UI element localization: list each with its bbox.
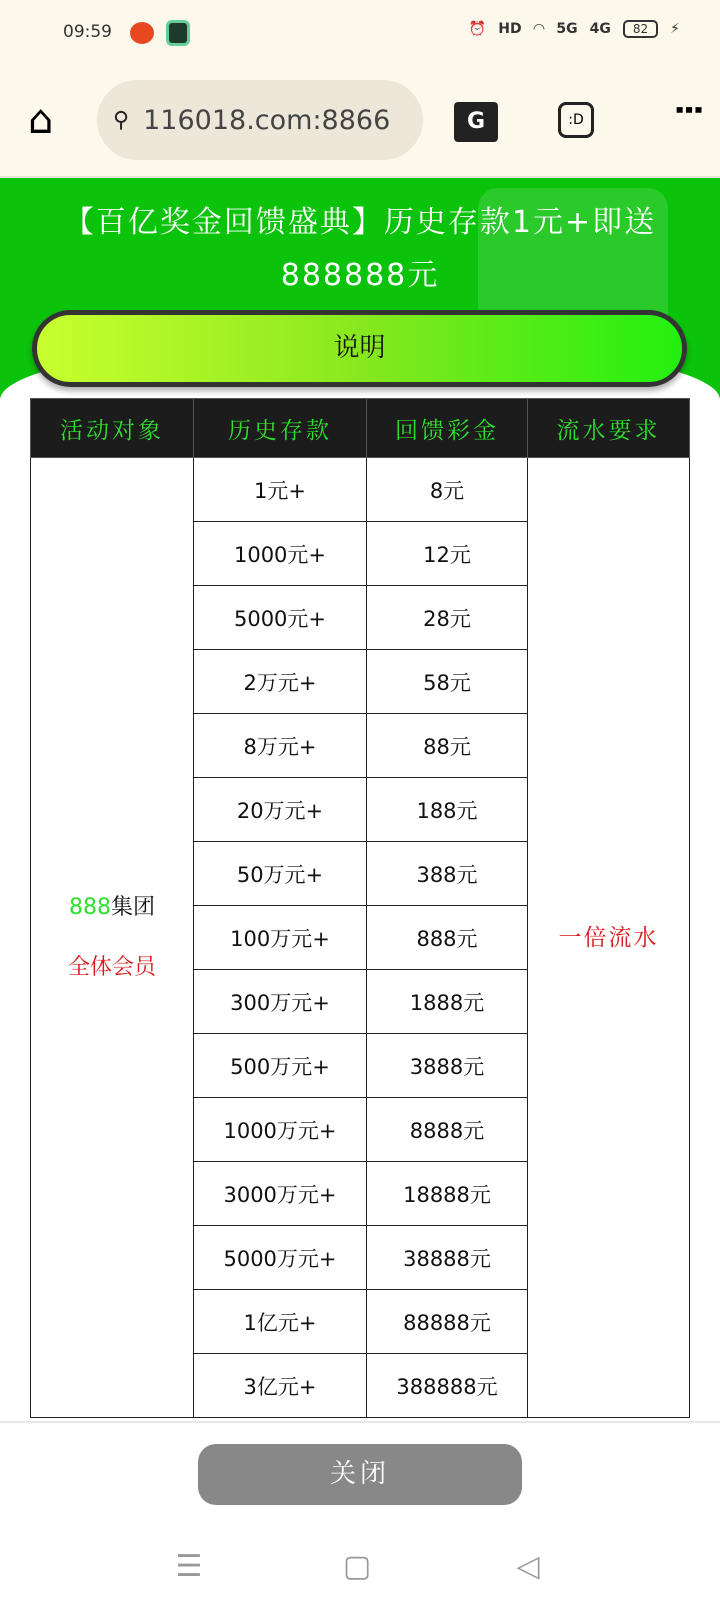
deposit-cell: 20万元+ [194, 778, 367, 842]
signal-4g-icon: 4G [589, 21, 611, 37]
footer [0, 1421, 720, 1612]
battery-icon: 82 [623, 20, 658, 38]
bonus-cell: 28元 [367, 586, 528, 650]
deposit-cell: 3亿元+ [194, 1354, 367, 1418]
home-nav-icon[interactable]: ▢ [342, 1549, 372, 1584]
deposit-cell: 2万元+ [194, 650, 367, 714]
bonus-cell: 88元 [367, 714, 528, 778]
bonus-cell: 3888元 [367, 1034, 528, 1098]
alarm-icon: ⏰ [468, 21, 487, 37]
bonus-cell: 8888元 [367, 1098, 528, 1162]
table-row [31, 458, 690, 522]
target-cell [31, 458, 194, 1418]
url-text: 116018.com:8866 [143, 104, 391, 136]
bonus-cell: 18888元 [367, 1162, 528, 1226]
charging-icon: ⚡ [670, 21, 680, 37]
deposit-cell: 8万元+ [194, 714, 367, 778]
bonus-cell: 1888元 [367, 970, 528, 1034]
requirement-cell: 一倍流水 [528, 458, 690, 1418]
deposit-cell: 5000元+ [194, 586, 367, 650]
group-name: 集团 [110, 894, 155, 920]
deposit-cell: 100万元+ [194, 906, 367, 970]
more-menu-icon[interactable]: ⋮ [670, 94, 708, 126]
site-settings-icon[interactable]: ⚲ [113, 107, 130, 133]
header-requirement: 流水要求 [528, 399, 690, 458]
close-button[interactable]: 关闭 [198, 1444, 522, 1505]
hd-icon: HD [498, 21, 522, 37]
deposit-cell: 1元+ [194, 458, 367, 522]
bonus-cell: 88888元 [367, 1290, 528, 1354]
promo-title: 【百亿奖金回馈盛典】历史存款1元+即送888888元 [63, 205, 657, 293]
recent-apps-icon[interactable]: ☰ [175, 1549, 203, 1584]
clock: 09:59 [63, 22, 112, 42]
header-deposit: 历史存款 [194, 399, 367, 458]
deposit-cell: 5000万元+ [194, 1226, 367, 1290]
wifi-icon: ◠ [533, 21, 545, 37]
deposit-cell: 1亿元+ [194, 1290, 367, 1354]
bonus-cell: 388元 [367, 842, 528, 906]
tabs-button[interactable]: :D [558, 102, 594, 138]
back-icon[interactable]: ◁ [516, 1549, 540, 1584]
deposit-cell: 1000万元+ [194, 1098, 367, 1162]
explain-button[interactable]: 说明 [32, 310, 687, 387]
deposit-cell: 500万元+ [194, 1034, 367, 1098]
deposit-cell: 1000元+ [194, 522, 367, 586]
group-highlight: 888 [68, 894, 111, 920]
signal-5g-icon: 5G [556, 21, 578, 37]
translate-icon[interactable]: G [454, 102, 498, 142]
home-icon[interactable]: ⌂ [28, 97, 54, 143]
bonus-cell: 188元 [367, 778, 528, 842]
bonus-cell: 38888元 [367, 1226, 528, 1290]
deposit-cell: 3000万元+ [194, 1162, 367, 1226]
bonus-cell: 12元 [367, 522, 528, 586]
bonus-cell: 58元 [367, 650, 528, 714]
deposit-cell: 50万元+ [194, 842, 367, 906]
header-bonus: 回馈彩金 [367, 399, 528, 458]
deposit-cell: 300万元+ [194, 970, 367, 1034]
header-target: 活动对象 [31, 399, 194, 458]
bonus-table [30, 398, 690, 1418]
bonus-cell: 888元 [367, 906, 528, 970]
all-members: 全体会员 [67, 954, 156, 980]
bonus-cell: 388888元 [367, 1354, 528, 1418]
bonus-cell: 8元 [367, 458, 528, 522]
